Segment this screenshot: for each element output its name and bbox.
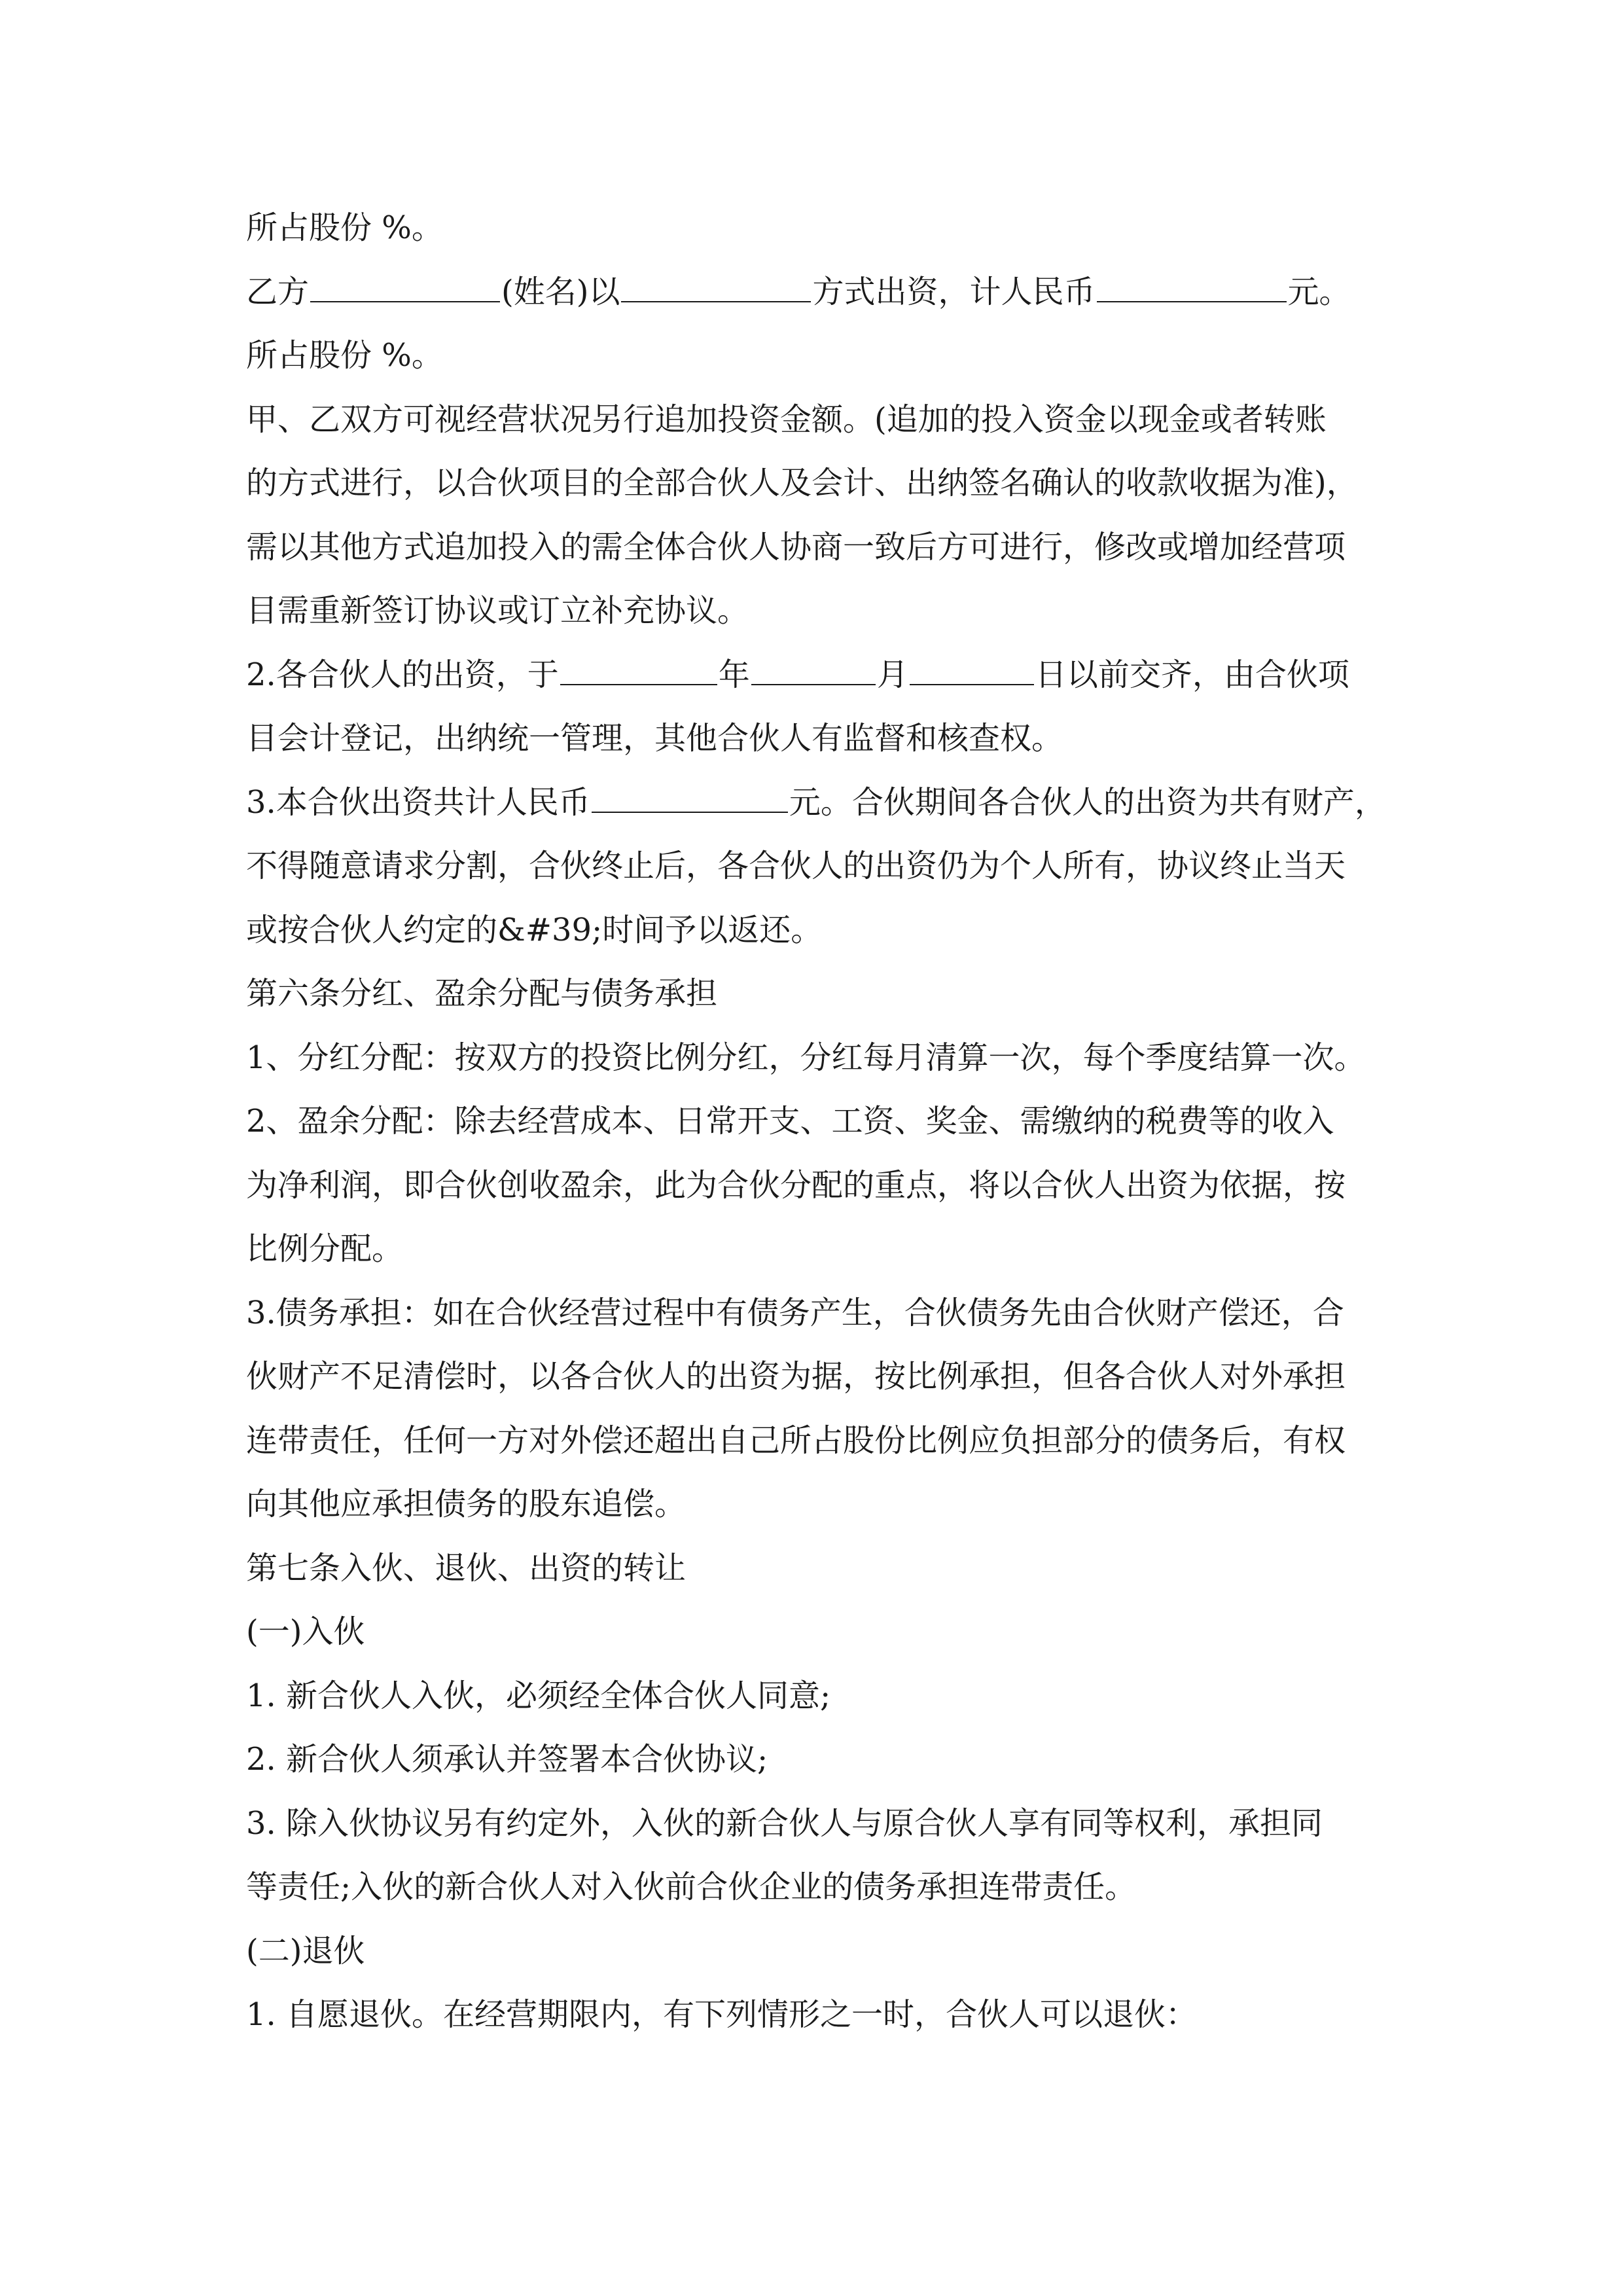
text-line: 连带责任，任何一方对外偿还超出自己所占股份比例应负担部分的债务后，有权: [246, 1422, 1346, 1459]
text-line: 为净利润，即合伙创收盈余，此为合伙分配的重点，将以合伙人出资为依据，按: [246, 1166, 1346, 1204]
text-line: 的方式进行，以合伙项目的全部合伙人及会计、出纳签名确认的收款收据为准)，: [246, 465, 1358, 501]
name-blank: [310, 275, 500, 302]
document-body: [246, 196, 1398, 2047]
text-fragment: 年: [718, 656, 750, 693]
text-line: 目需重新签订协议或订立补充协议。: [246, 592, 749, 629]
text-line-with-blanks: [246, 260, 1398, 325]
text-line: 2、盈余分配：除去经营成本、日常开支、工资、奖金、需缴纳的税费等的收入: [246, 1103, 1334, 1139]
text-line: 或按合伙人约定的&#39;时间予以返还。: [246, 911, 823, 948]
section-heading: 第七条入伙、退伙、出资的转让: [246, 1549, 687, 1587]
text-fragment: 元。合伙期间各合伙人的出资为共有财产，: [789, 783, 1386, 821]
section-heading: 第六条分红、盈余分配与债务承担: [246, 975, 718, 1012]
text-line: 不得随意请求分割，合伙终止后，各合伙人的出资仍为个人所有，协议终止当天: [246, 848, 1346, 884]
text-line: 3.债务承担：如在合伙经营过程中有债务产生，合伙债务先由合伙财产偿还，合: [246, 1294, 1344, 1331]
text-line: 1、分红分配：按双方的投资比例分红，分红每月清算一次，每个季度结算一次。: [246, 1039, 1366, 1076]
text-fragment: 月: [876, 656, 908, 693]
text-line-with-blanks: [246, 771, 1398, 835]
list-item: 3. 除入伙协议另有约定外，入伙的新合伙人与原合伙人享有同等权利，承担同: [246, 1804, 1323, 1842]
subsection-heading: (一)入伙: [246, 1613, 365, 1650]
text-line: 目会计登记，出纳统一管理，其他合伙人有监督和核查权。: [246, 720, 1063, 757]
text-line-with-blanks: [246, 643, 1398, 708]
text-fragment: 乙方: [246, 273, 310, 310]
text-fragment: 日以前交齐，由合伙项: [1035, 656, 1349, 693]
list-item: 1. 新合伙人入伙，必须经全体合伙人同意;: [246, 1677, 831, 1714]
text-line: 等责任;入伙的新合伙人对入伙前合伙企业的债务承担连带责任。: [246, 1869, 1137, 1905]
subsection-heading: (二)退伙: [246, 1932, 365, 1969]
text-fragment: 3.本合伙出资共计人民币: [246, 783, 590, 821]
month-blank: [751, 658, 876, 685]
day-blank: [910, 658, 1034, 685]
text-line: 需以其他方式追加投入的需全体合伙人协商一致后方可进行，修改或增加经营项: [246, 528, 1346, 565]
amount-blank: [1097, 275, 1287, 302]
list-item: 1. 自愿退伙。在经营期限内，有下列情形之一时，合伙人可以退伙：: [246, 1996, 1198, 2033]
text-fragment: (姓名)以: [501, 273, 620, 310]
text-fragment: 方式出资，计人民币: [812, 273, 1096, 310]
text-fragment: 元。: [1287, 273, 1351, 310]
year-blank: [560, 658, 717, 685]
list-item: 2. 新合伙人须承认并签署本合伙协议;: [246, 1741, 768, 1778]
total-amount-blank: [592, 785, 788, 813]
text-line: 所占股份 %。: [246, 337, 443, 374]
method-blank: [621, 275, 811, 302]
text-line: 比例分配。: [246, 1230, 404, 1267]
text-fragment: 2.各合伙人的出资，于: [246, 656, 559, 693]
text-line: 伙财产不足清偿时，以各合伙人的出资为据，按比例承担，但各合伙人对外承担: [246, 1358, 1346, 1395]
text-line: 向其他应承担债务的股东追偿。: [246, 1486, 687, 1522]
text-line: 所占股份 %。: [246, 209, 443, 246]
text-line: 甲、乙双方可视经营状况另行追加投资金额。(追加的投入资金以现金或者转账: [246, 401, 1327, 438]
